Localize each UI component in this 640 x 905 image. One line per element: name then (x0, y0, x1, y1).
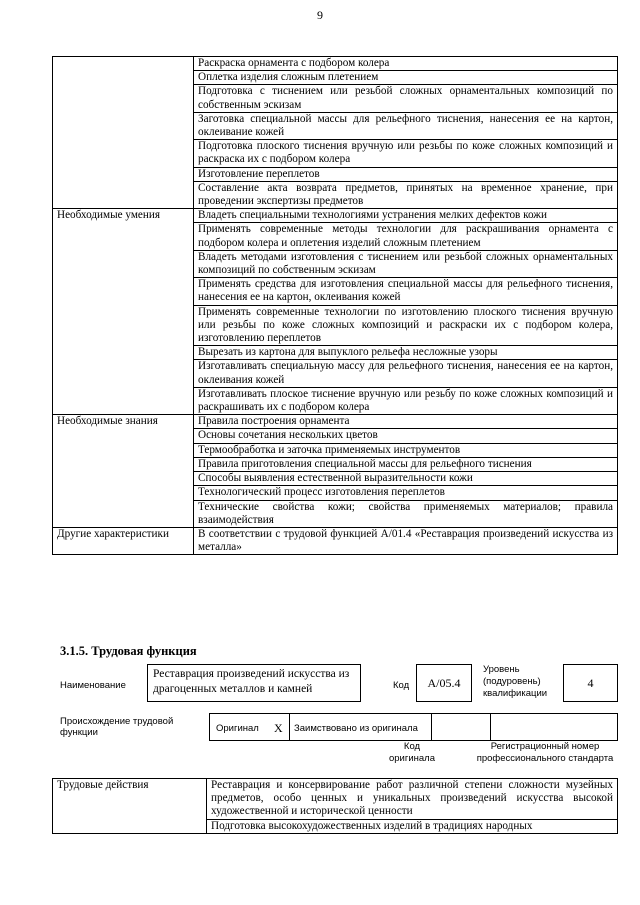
table-row (53, 415, 618, 429)
table-cell: Оплетка изделия сложным плетением (194, 71, 618, 85)
level-value: 4 (587, 676, 594, 690)
table-cell: Составление акта возврата предметов, принятых на временное хранение, при проведении экспертизы предметов (194, 181, 618, 208)
section-title: 3.1.5. Трудовая функция (60, 644, 197, 658)
function-name-value: Реставрация произведений искусства из драгоценных металлов и камней (153, 668, 350, 695)
origin-divider-3 (490, 714, 491, 740)
origin-divider-2 (431, 714, 432, 740)
table-cell: Реставрация и консервирование работ различной степени сложности музейных предметов, особо ценных и уникальных произведений искусства высокой художественной и исторической ценности (207, 779, 618, 820)
name-label: Наименование (60, 680, 126, 691)
origin-table (209, 713, 618, 741)
function-name-row (0, 664, 640, 704)
table-cell: Заготовка специальной массы для рельефного тиснения, нанесения ее на картон, оклеивание кожей (194, 112, 618, 139)
table-cell: Раскраска орнамента с подбором колера (194, 57, 618, 71)
table-cell: Технологический процесс изготовления переплетов (194, 486, 618, 500)
code-original-label: Код оригинала (388, 741, 435, 764)
row-group-label: Необходимые умения (53, 209, 194, 415)
original-mark: X (274, 721, 283, 735)
table-cell: Правила построения орнамента (194, 415, 618, 429)
table-row (53, 209, 618, 223)
table-cell: Изготавливать специальную массу для рельефного тиснения, нанесения ее на картон, оклеивания кожей (194, 360, 618, 387)
code-box (416, 664, 472, 702)
row-group-label: Другие характеристики (53, 527, 194, 554)
level-box (563, 664, 618, 702)
origin-label: Происхождение трудовой функции (60, 716, 174, 738)
table-cell: Изготавливать плоское тиснение вручную или резьбу по коже сложных композиций и раскрашивать их с подбором колера (194, 387, 618, 414)
table-cell: В соответствии с трудовой функцией А/01.4 «Реставрация произведений искусства из металла» (194, 527, 618, 554)
page-number: 9 (317, 8, 323, 22)
labor-actions-table (52, 778, 618, 834)
table-cell: Термообработка и заточка применяемых инструментов (194, 443, 618, 457)
table-cell: Применять современные методы технологии для раскрашивания орнамента с подбором колера и оплетения изделий сложным плетением (194, 223, 618, 250)
original-label: Оригинал (216, 723, 259, 734)
registration-label: Регистрационный номер профессионального стандарта (476, 741, 614, 764)
table-cell: Подготовка плоского тиснения вручную или резьбы по коже сложных композиций и раскраска их с подбором колера (194, 140, 618, 167)
table-cell: Подготовка высокохудожественных изделий в традициях народных (207, 819, 618, 833)
table-cell: Применять средства для изготовления специальной массы для рельефного тиснения, нанесения ее на картон, оклеивания кожей (194, 278, 618, 305)
table-cell: Способы выявления естественной выразительности кожи (194, 472, 618, 486)
table-cell: Вырезать из картона для выпуклого рельефа несложные узоры (194, 346, 618, 360)
table-cell: Владеть специальными технологиями устранения мелких дефектов кожи (194, 209, 618, 223)
function-name-box (147, 664, 361, 702)
table-row (53, 527, 618, 554)
code-value: А/05.4 (427, 676, 461, 690)
labor-actions-label: Трудовые действия (53, 779, 207, 834)
borrowed-label: Заимствовано из оригинала (294, 723, 418, 734)
code-label: Код (393, 680, 410, 691)
table-cell: Подготовка с тиснением или резьбой сложных орнаментальных композиций по собственным эскизам (194, 85, 618, 112)
table-row (53, 57, 618, 71)
level-label: Уровень (подуровень) квалификации (483, 664, 548, 699)
table-cell: Технические свойства кожи; свойства применяемых материалов; правила взаимодействия (194, 500, 618, 527)
table-row (53, 779, 618, 820)
competency-table (52, 56, 618, 555)
row-group-label: Необходимые знания (53, 415, 194, 528)
row-group-label (53, 57, 194, 209)
table-cell: Изготовление переплетов (194, 167, 618, 181)
table-cell: Правила приготовления специальной массы для рельефного тиснения (194, 457, 618, 471)
table-cell: Владеть методами изготовления с тиснением или резьбой сложных орнаментальных композиций по собственным эскизам (194, 250, 618, 277)
origin-divider-1 (289, 714, 290, 740)
table-cell: Основы сочетания нескольких цветов (194, 429, 618, 443)
table-cell: Применять современные технологии по изготовлению плоского тиснения вручную или резьбы по коже сложных композиций и раскраски их с подбором колера, изготовлению переплетов (194, 305, 618, 346)
